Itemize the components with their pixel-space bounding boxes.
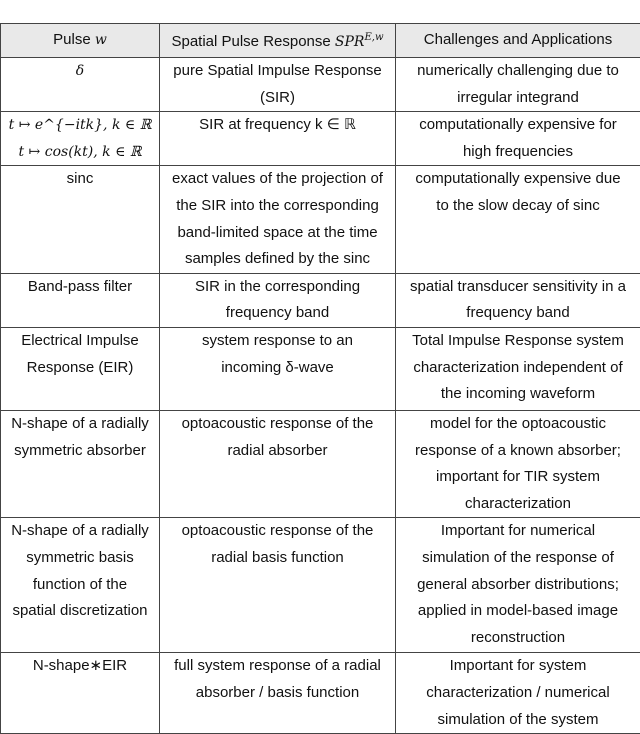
cell-line: the incoming waveform xyxy=(400,381,636,408)
cell-pulse xyxy=(1,166,160,273)
table-row xyxy=(1,58,640,112)
cell-pulse xyxy=(1,112,160,166)
cell-pulse xyxy=(1,653,160,734)
cell-line: response of a known absorber; xyxy=(400,438,636,465)
cell-line: to the slow decay of sinc xyxy=(400,193,636,220)
cell-line: spatial transducer sensitivity in a xyxy=(400,274,636,301)
pulse-symbol: w xyxy=(95,32,107,48)
table-row xyxy=(1,112,640,166)
cell-line: Important for system xyxy=(400,653,636,680)
cell-line: Total Impulse Response system xyxy=(400,328,636,355)
cell-line: computationally expensive for xyxy=(400,112,636,139)
cell-line: band-limited space at the time xyxy=(164,220,391,247)
cell-line: radial basis function xyxy=(164,545,391,572)
cell-spr xyxy=(160,518,396,653)
table-row xyxy=(1,518,640,653)
cell-line: characterization independent of xyxy=(400,355,636,382)
cell-line: SIR in the corresponding xyxy=(164,274,391,301)
cell-line: symmetric basis xyxy=(5,545,155,572)
cell-line: SIR at frequency k ∈ ℝ xyxy=(164,112,391,139)
cell-line: frequency band xyxy=(400,300,636,327)
cell-line: radial absorber xyxy=(164,438,391,465)
cell-line: N-shape∗EIR xyxy=(5,653,155,680)
cell-line: optoacoustic response of the xyxy=(164,411,391,438)
cell-line: computationally expensive due xyxy=(400,166,636,193)
header-row xyxy=(1,24,640,58)
table-row xyxy=(1,410,640,517)
cell-apps xyxy=(396,166,640,273)
cell-spr xyxy=(160,327,396,410)
cell-spr xyxy=(160,653,396,734)
cell-line: Band-pass filter xyxy=(5,274,155,301)
cell-line: numerically challenging due to xyxy=(400,58,636,85)
cell-line: incoming δ-wave xyxy=(164,355,391,382)
cell-pulse xyxy=(1,273,160,327)
cell-spr xyxy=(160,112,396,166)
cell-line: simulation of the response of xyxy=(400,545,636,572)
cell-line: N-shape of a radially xyxy=(5,518,155,545)
cell-apps xyxy=(396,410,640,517)
cell-line: optoacoustic response of the xyxy=(164,518,391,545)
table-row xyxy=(1,653,640,734)
spr-symbol: SPR xyxy=(335,34,365,50)
cell-line: applied in model-based image xyxy=(400,598,636,625)
header-pulse xyxy=(1,24,160,58)
table-row xyxy=(1,273,640,327)
cell-line: exact values of the projection of xyxy=(164,166,391,193)
cell-line: N-shape of a radially xyxy=(5,411,155,438)
cell-line: simulation of the system xyxy=(400,707,636,734)
cell-line: spatial discretization xyxy=(5,598,155,625)
cell-apps xyxy=(396,273,640,327)
cell-line: Electrical Impulse xyxy=(5,328,155,355)
table-row xyxy=(1,166,640,273)
cell-apps xyxy=(396,58,640,112)
cell-line: characterization / numerical xyxy=(400,680,636,707)
cell-line: symmetric absorber xyxy=(5,438,155,465)
cell-line: irregular integrand xyxy=(400,85,636,112)
cell-line: the SIR into the corresponding xyxy=(164,193,391,220)
cell-line: reconstruction xyxy=(400,625,636,652)
cell-apps xyxy=(396,518,640,653)
cell-apps xyxy=(396,653,640,734)
cell-spr xyxy=(160,166,396,273)
cell-line: general absorber distributions; xyxy=(400,572,636,599)
cell-line: t ↦ cos(kt), k ∈ ℝ xyxy=(5,139,155,166)
cell-pulse xyxy=(1,518,160,653)
cell-pulse xyxy=(1,327,160,410)
cell-line: t ↦ e^{−itk}, k ∈ ℝ xyxy=(5,112,155,139)
spr-table xyxy=(0,23,640,734)
table-row xyxy=(1,327,640,410)
cell-line: full system response of a radial xyxy=(164,653,391,680)
cell-apps xyxy=(396,112,640,166)
cell-line: sinc xyxy=(5,166,155,193)
header-apps: Challenges and Applications xyxy=(396,24,640,58)
cell-spr xyxy=(160,273,396,327)
cell-line: model for the optoacoustic xyxy=(400,411,636,438)
spr-superscript: E,w xyxy=(364,32,383,43)
cell-line: Response (EIR) xyxy=(5,355,155,382)
cell-line: high frequencies xyxy=(400,139,636,166)
cell-line: Important for numerical xyxy=(400,518,636,545)
cell-line: absorber / basis function xyxy=(164,680,391,707)
cell-line: pure Spatial Impulse Response xyxy=(164,58,391,85)
cell-pulse xyxy=(1,410,160,517)
cell-line: system response to an xyxy=(164,328,391,355)
cell-line: function of the xyxy=(5,572,155,599)
cell-line: samples defined by the sinc xyxy=(164,246,391,273)
cell-line: characterization xyxy=(400,491,636,518)
cell-line: important for TIR system xyxy=(400,464,636,491)
header-spr xyxy=(160,24,396,58)
cell-pulse xyxy=(1,58,160,112)
cell-line: (SIR) xyxy=(164,85,391,112)
header-pulse-label: Pulse xyxy=(53,31,91,48)
cell-apps xyxy=(396,327,640,410)
header-spr-label: Spatial Pulse Response xyxy=(171,33,330,50)
cell-line: δ xyxy=(5,58,155,85)
cell-spr xyxy=(160,58,396,112)
cell-line: frequency band xyxy=(164,300,391,327)
cell-spr xyxy=(160,410,396,517)
